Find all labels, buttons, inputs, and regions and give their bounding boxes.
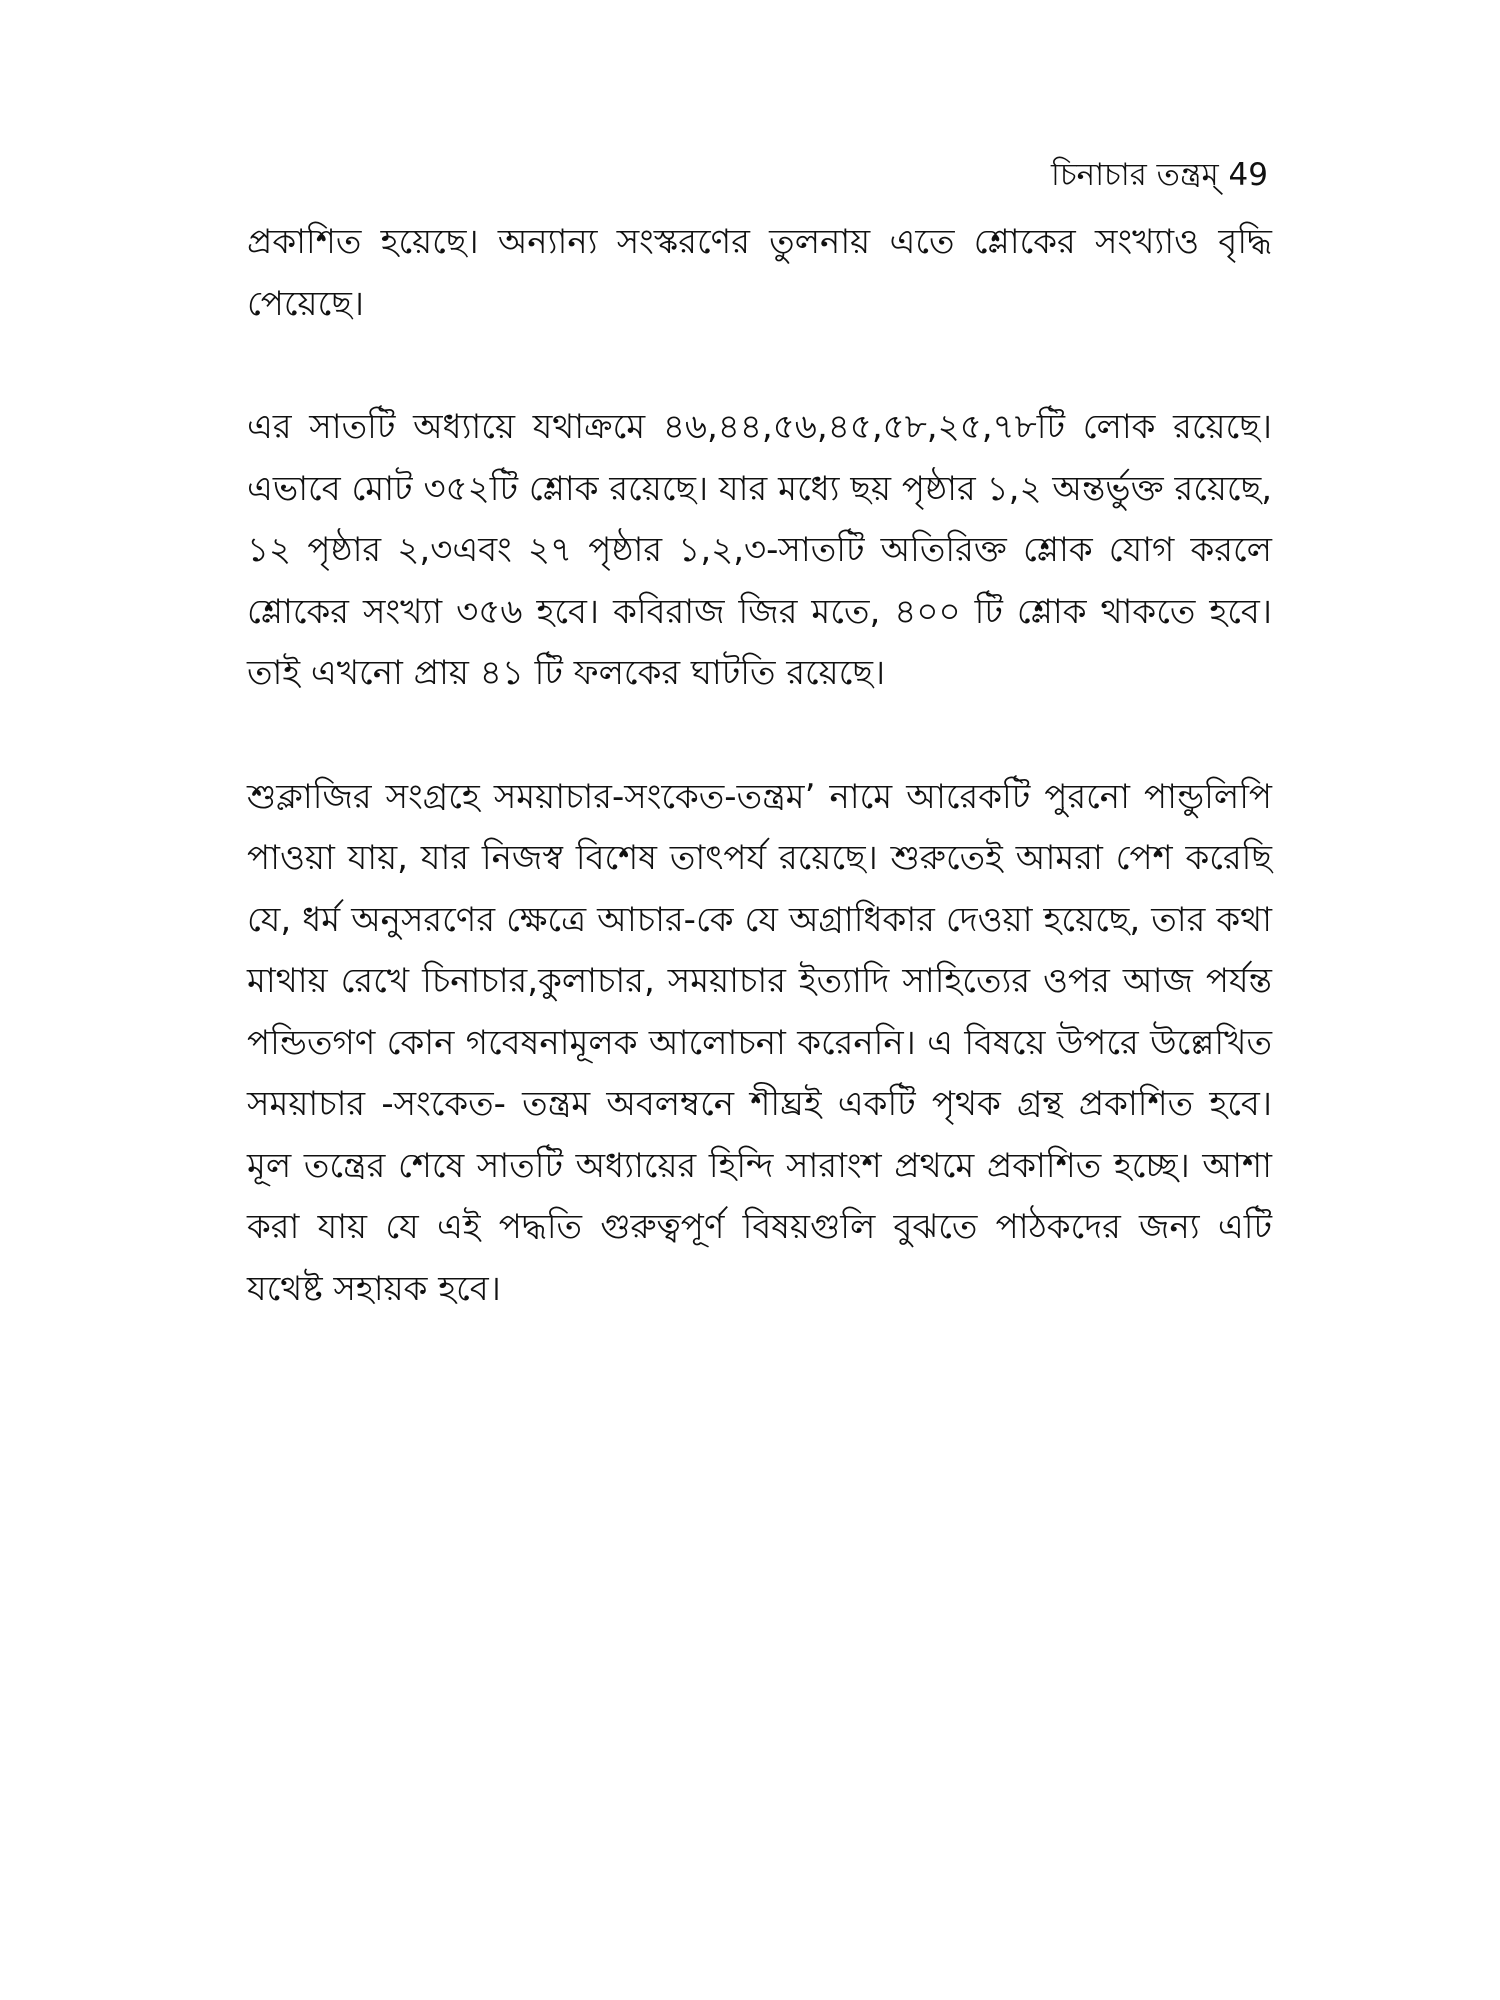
- page-number: 49: [1228, 157, 1268, 193]
- body-text: [247, 212, 1272, 1320]
- book-title: চিনাচার তন্ত্রম্: [1050, 157, 1219, 193]
- paragraph-manuscript: শুক্লাজির সংগ্রহে সময়াচার-সংকেত-তন্ত্রম’ নামে আরেকটি পুরনো পান্ডুলিপি পাওয়া যায়, যার নিজস্ব বিশেষ তাৎপর্য রয়েছে। শুরুতেই আমরা পেশ করেছি যে, ধর্ম অনুসরণের ক্ষেত্রে আচার-কে যে অগ্রাধিকার দেওয়া হয়েছে, তার কথা মাথায় রেখে চিনাচার,কুলাচার, সময়াচার ইত্যাদি সাহিত্যের ওপর আজ পর্যন্ত পন্ডিতগণ কোন গবেষনামূলক আলোচনা করেননি। এ বিষয়ে উপরে উল্লেখিত সময়াচার -সংকেত- তন্ত্রম অবলম্বনে শীঘ্রই একটি পৃথক গ্রন্থ প্রকাশিত হবে। মূল তন্ত্রের শেষে সাতটি অধ্যায়ের হিন্দি সারাংশ প্রথমে প্রকাশিত হচ্ছে। আশা করা যায় যে এই পদ্ধতি গুরুত্বপূর্ণ বিষয়গুলি বুঝতে পাঠকদের জন্য এটি যথেষ্ট সহায়ক হবে।: [247, 776, 1272, 1309]
- paragraph-verse-count: এর সাতটি অধ্যায়ে যথাক্রমে ৪৬,৪৪,৫৬,৪৫,৫৮,২৫,৭৮টি লোক রয়েছে। এভাবে মোট ৩৫২টি শ্লোক রয়েছে। যার মধ্যে ছয় পৃষ্ঠার ১,২ অন্তর্ভুক্ত রয়েছে, ১২ পৃষ্ঠার ২,৩এবং ২৭ পৃষ্ঠার ১,২,৩-সাতটি অতিরিক্ত শ্লোক যোগ করলে শ্লোকের সংখ্যা ৩৫৬ হবে। কবিরাজ জির মতে, ৪০০ টি শ্লোক থাকতে হবে। তাই এখনো প্রায় ৪১ টি ফলকের ঘাটতি রয়েছে।: [247, 407, 1272, 693]
- running-head: [1051, 155, 1268, 195]
- paragraph-continued: প্রকাশিত হয়েছে। অন্যান্য সংস্করণের তুলনায় এতে শ্লোকের সংখ্যাও বৃদ্ধি পেয়েছে।: [247, 222, 1272, 324]
